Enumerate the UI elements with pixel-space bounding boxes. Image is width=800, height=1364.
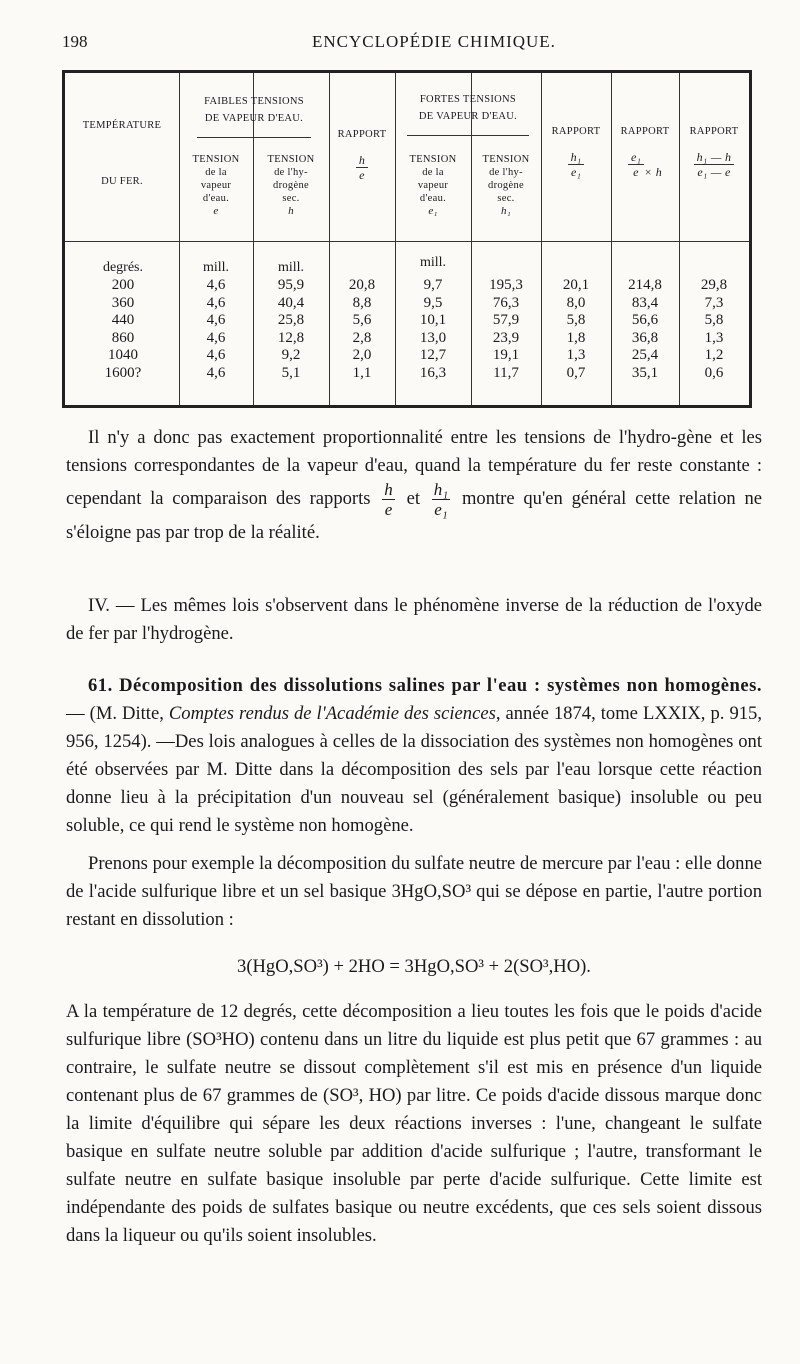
table-cell: 5,8 — [704, 312, 724, 329]
table-cell: 2,0 — [352, 347, 372, 364]
table-cell: 2,8 — [352, 329, 372, 346]
table-cell: 860 — [111, 329, 135, 346]
paragraph-section-61: 61. Décomposition des dissolutions salines par l'eau : systèmes non homogènes. — (M. Ditte, Comptes rendus de l'Académie des sciences, année 1874, tome LXXIX, p. 915, 956, 1254). —Des lois analogues à celles de la dissociation des systèmes non homogènes ont été observées par M. Ditte dans la décomposition des sels par l'eau lorsque cette réaction donne lieu à la précipitation d'un nouveau sel (généralement basique) insoluble ou peu soluble, ce qui rend le système non homogène. — [66, 675, 762, 836]
table-cell: 7,3 — [704, 294, 724, 311]
header-tension-vapeur-e1: TENSION de la vapeur d'eau. e₁ — [409, 154, 457, 217]
page-number: 198 — [62, 32, 88, 51]
header-tension-vapeur-e: TENSION de la vapeur d'eau. e — [192, 154, 240, 217]
unit-h: mill. — [277, 260, 305, 275]
paragraph-iv: IV. — Les mêmes lois s'observent dans le phénomène inverse de la réduction de l'oxyde de fer par l'hydrogène. — [66, 595, 762, 644]
table-cell: 1,8 — [566, 329, 586, 346]
table-cell: 4,6 — [206, 329, 226, 346]
table-cell: 8,0 — [566, 294, 586, 311]
table-cell: 200 — [111, 277, 135, 293]
table-cell: 9,7 — [423, 277, 443, 293]
header-temperature: TEMPÉRATURE — [82, 120, 162, 131]
table-cell: 9,2 — [281, 347, 301, 364]
table-cell: 12,7 — [419, 347, 447, 364]
table-cell: 11,7 — [493, 365, 519, 381]
table-cell: 4,6 — [206, 277, 226, 293]
header-rapport-h-e: RAPPORT $\frac{h}{e}$ — [337, 129, 387, 182]
header-tension-hydrogene-h1: TENSION de l'hy- drogène sec. h₁ — [482, 154, 530, 217]
table-cell: 5,8 — [566, 312, 586, 329]
table-cell: 10,1 — [419, 312, 447, 329]
unit-e: mill. — [202, 260, 230, 275]
chemical-equation: 3(HgO,SO³) + 2HO = 3HgO,SO³ + 2(SO³,HO). — [237, 956, 591, 977]
table-cell: 76,3 — [492, 294, 520, 311]
table-cell: 5,1 — [281, 365, 301, 381]
paragraph-exemple: Prenons pour exemple la décomposition du sulfate neutre de mercure par l'eau : elle donne de l'acide sulfurique libre et un sel basique 3HgO,SO³ qui se dépose en partie, l'autre portion restant en dissolution : — [66, 853, 762, 930]
table-cell: 4,6 — [206, 347, 226, 364]
table-cell: 4,6 — [206, 365, 226, 381]
section-61-heading: 61. Décomposition des dissolutions salines par l'eau : systèmes non homogènes. — [88, 675, 762, 696]
table-cell: 20,1 — [562, 277, 590, 293]
table-cell: 25,8 — [277, 312, 305, 329]
header-rapport-diff: RAPPORT $\frac{\text{h₁ — h}}{\text{e₁ — e}}$ — [689, 126, 739, 179]
table-cell: 4,6 — [206, 294, 226, 311]
header-rapport-e1-e-x-h: RAPPORT $\frac{\text{e₁}}{e}$ × h — [620, 126, 670, 179]
table-cell: 1600? — [104, 365, 142, 381]
table-cell: 8,8 — [352, 294, 372, 311]
table-cell: 12,8 — [277, 329, 305, 346]
table-cell: 56,6 — [631, 312, 659, 329]
table-cell: 13,0 — [419, 329, 447, 346]
table-cell: 1,2 — [704, 347, 724, 364]
table-cell: 360 — [111, 294, 135, 311]
header-rapport-h1-e1: RAPPORT $\frac{\text{h₁}}{\text{e₁}}$ — [551, 126, 601, 179]
unit-temperature: degrés. — [102, 260, 144, 275]
table-cell: 0,7 — [566, 365, 586, 381]
table-cell: 1,3 — [566, 347, 586, 364]
citation-title: Comptes rendus de l'Académie des sciences — [168, 703, 496, 724]
fraction-h1-e1: $\frac{\text{h₁}}{\text{e₁}}$ — [433, 480, 449, 519]
data-table — [62, 70, 752, 408]
table-cell: 36,8 — [631, 329, 659, 346]
table-cell: 9,5 — [423, 294, 443, 311]
table-cell: 440 — [111, 312, 135, 329]
table-cell: 29,8 — [700, 277, 728, 293]
header-faibles-tensions: FAIBLES TENSIONS DE VAPEUR D'EAU. — [204, 96, 304, 124]
table-cell: 1,3 — [704, 329, 724, 346]
table-cell: 195,3 — [489, 277, 523, 293]
header-tension-hydrogene-h: TENSION de l'hy- drogène sec. h — [267, 154, 315, 217]
table-cell: 1,1 — [352, 365, 372, 381]
table-cell: 57,9 — [492, 312, 520, 329]
table-cell: 83,4 — [631, 294, 659, 311]
table-cell: 16,3 — [419, 365, 447, 381]
table-cell: 20,8 — [348, 277, 376, 293]
table-cell: 23,9 — [492, 329, 520, 346]
table-cell: 35,1 — [631, 365, 659, 381]
unit-e1: mill. — [419, 255, 447, 270]
fraction-h-e: $\frac{h}{e}$ — [384, 480, 393, 519]
running-title: ENCYCLOPÉDIE CHIMIQUE. — [312, 32, 556, 51]
table-cell: 25,4 — [631, 347, 659, 364]
table-cell: 1040 — [108, 347, 138, 364]
table-cell: 4,6 — [206, 312, 226, 329]
table-cell: 40,4 — [277, 294, 305, 311]
table-cell: 5,6 — [352, 312, 372, 329]
paragraph-proportionnalite: Il n'y a donc pas exactement proportionnalité entre les tensions de l'hydro-gène et les tensions correspondantes de la vapeur d'eau, quand la température du fer reste constante : cependant la comparaison des rapports $\frac{h}{e}$ et $\frac{\text{h₁}}{\text{e₁}}$ montre qu'en général cette relation ne s'éloigne pas par trop de la réalité. — [66, 427, 763, 543]
paragraph-temperature-12: A la température de 12 degrés, cette décomposition a lieu toutes les fois que le poids d'acide sulfurique libre (SO³HO) contenu dans un litre du liquide est plus petit que 67 grammes : au contraire, le sulfate neutre se dissout complètement s'il est mis en présence d'un liquide contenant plus de 67 grammes de (SO³, HO) par litre. Ce poids d'acide dissous marque donc la limite d'équilibre qui sépare les deux réactions inverses : l'une, changeant le sulfate basique en sulfate neutre soluble par addition d'acide sulfurique ; l'autre, transformant le sulfate neutre en sulfate basique insoluble par perte d'acide sulfurique. Cette limite est indépendante des poids de sulfates basique ou neutre excédents, que ces sels soient dissous dans la liqueur ou qu'ils soient insolubles. — [66, 1001, 762, 1246]
table-cell: 214,8 — [628, 277, 662, 293]
table-cell: 95,9 — [277, 277, 305, 293]
header-fortes-tensions: FORTES TENSIONS DE VAPEUR D'EAU. — [418, 94, 518, 122]
table-cell: 19,1 — [492, 347, 520, 364]
table-cell: 0,6 — [704, 365, 724, 381]
page-header — [62, 32, 762, 58]
header-du-fer: DU FER. — [101, 176, 143, 187]
